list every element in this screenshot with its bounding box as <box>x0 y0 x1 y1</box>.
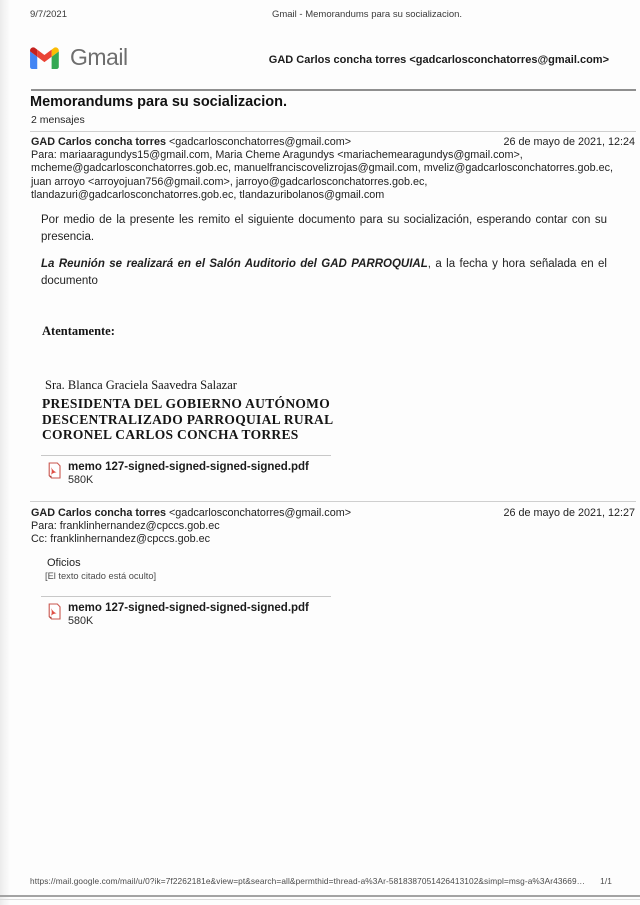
message1-paragraph-1: Por medio de la presente les remito el siguiente documento para su socialización, esperando contar con su presencia. <box>41 214 607 244</box>
message-divider <box>30 501 636 502</box>
account-identity: GAD Carlos concha torres <gadcarlosconchatorres@gmail.com> <box>268 54 609 66</box>
attachment-filename: memo 127-signed-signed-signed-signed.pdf <box>68 602 309 614</box>
signature-title-line: DESCENTRALIZADO PARROQUIAL RURAL <box>42 411 334 427</box>
signature-title-line: CORONEL CARLOS CONCHA TORRES <box>42 427 299 442</box>
message2-body: Oficios <box>47 557 81 569</box>
attachment-item <box>46 460 309 487</box>
gmail-header <box>30 44 128 71</box>
message2-sender-line <box>31 507 635 520</box>
cc-line: Cc: franklinhernandez@cpccs.gob.ec <box>31 533 211 546</box>
attachment-text <box>68 460 309 487</box>
sender-name: GAD Carlos concha torres <box>31 136 166 148</box>
pdf-attachment-icon <box>46 603 61 625</box>
recipients-line: tlandazuri@gadcarlosconchatorres.gob.ec, tlandazuribolanos@gmail.com <box>31 188 385 201</box>
scan-artifact-line <box>0 899 640 900</box>
signature-block <box>42 378 333 443</box>
message1-sender-line <box>31 136 635 149</box>
reunion-bold-text: La Reunión se realizará en el Salón Auditorio del GAD PARROQUIAL <box>41 258 428 270</box>
attachment-item <box>46 601 309 628</box>
signature-title-line: PRESIDENTA DEL GOBIERNO AUTÓNOMO <box>42 396 331 411</box>
quoted-text-hidden-note: [El texto citado está oculto] <box>45 571 157 581</box>
print-footer-url: https://mail.google.com/mail/u/0?ik=7f2262181e&view=pt&search=all&permthid=thread-a%3Ar-5818387051426413102&simpl=msg-a%3Ar43669… <box>30 876 586 886</box>
closing-salutation: Atentamente: <box>42 324 115 338</box>
attachment-text <box>68 601 309 628</box>
attachment-size: 580K <box>68 474 94 486</box>
gmail-logo-icon <box>30 46 60 69</box>
sender-email: <gadcarlosconchatorres@gmail.com> <box>166 136 351 148</box>
recipients-line: juan arroyo <arroyojuan756@gmail.com>, jarroyo@gadcarlosconchatorres.gob.ec, <box>31 175 428 188</box>
attachment-filename: memo 127-signed-signed-signed-signed.pdf <box>68 461 309 473</box>
to-line: Para: franklinhernandez@cpccs.gob.ec <box>31 520 220 533</box>
reunion-regular-text: , a la fecha y hora señalada en el documento <box>41 258 607 288</box>
message-count: 2 mensajes <box>31 114 85 126</box>
pdf-attachment-icon <box>46 462 61 484</box>
recipients-line: mcheme@gadcarlosconchatorres.gob.ec, manuelfranciscovelizrojas@gmail.com, mveliz@gadcarlosconchatorres.gob.ec, <box>31 162 613 175</box>
attachment-divider <box>41 455 331 456</box>
scan-artifact-line <box>0 895 640 897</box>
gmail-logo-text: Gmail <box>70 44 128 70</box>
print-footer-page-number: 1/1 <box>600 876 612 886</box>
print-title: Gmail - Memorandums para su socializacion. <box>271 9 463 20</box>
message1-header <box>31 136 635 202</box>
thread-subject: Memorandums para su socializacion. <box>30 94 288 110</box>
message2-date: 26 de mayo de 2021, 12:27 <box>503 507 635 519</box>
signature-name: Sra. Blanca Graciela Saavedra Salazar <box>45 378 237 392</box>
attachment-divider <box>41 596 331 597</box>
message2-header <box>31 507 635 547</box>
attachment-size: 580K <box>68 615 94 627</box>
header-divider <box>31 89 636 91</box>
message1-paragraph-2 <box>41 256 607 290</box>
print-date: 9/7/2021 <box>30 9 67 20</box>
sender-email: <gadcarlosconchatorres@gmail.com> <box>166 507 351 519</box>
recipients-line: Para: mariaaragundys15@gmail.com, Maria Cheme Aragundys <mariachemearagundys@gmail.com>, <box>31 149 523 162</box>
sender-name: GAD Carlos concha torres <box>31 507 166 519</box>
thread-divider <box>30 131 636 132</box>
message1-date: 26 de mayo de 2021, 12:24 <box>503 136 635 148</box>
print-footer <box>30 876 612 886</box>
